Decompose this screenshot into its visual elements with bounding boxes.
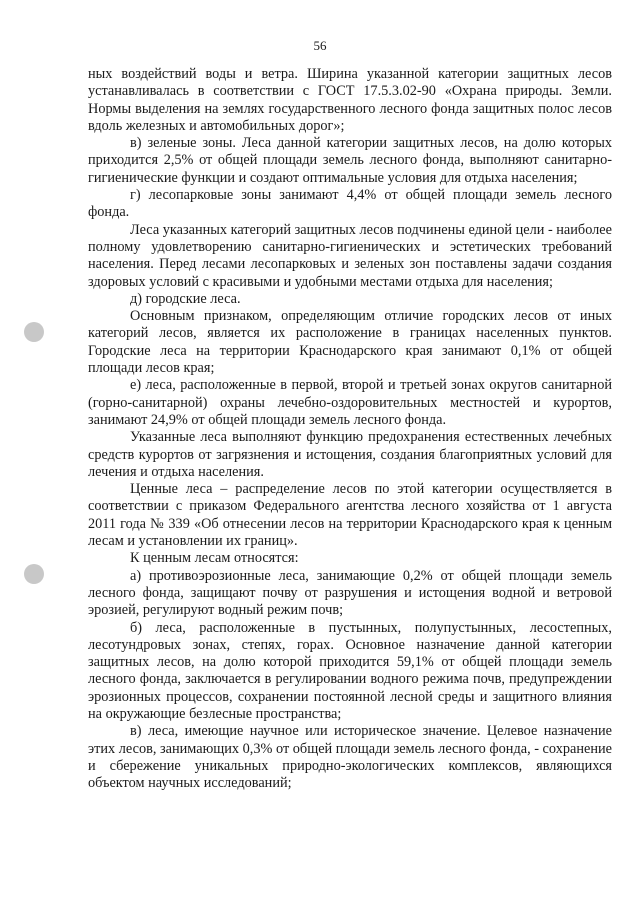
paragraph-green-zones: в) зеленые зоны. Леса данной категории защитных лесов, на долю которых приходится 2,5% от общей площади земель лесного фонда, выполняют санитарно-гигиенические функции и создают оптимальные условия для отдыха населения; (88, 135, 612, 186)
paragraph-continuation: ных воздействий воды и ветра. Ширина указанной категории защитных лесов устанавливалась в соответствии с ГОСТ 17.5.3.02-90 «Охрана природы. Земли. Нормы выделения на землях государственного лесного фонда защитных полос лесов вдоль железных и автомобильных дорог»; (88, 66, 612, 134)
paragraph-city-forests: Основным признаком, определяющим отличие городских лесов от иных категорий лесов, является их расположение в границах населенных пунктов. Городские леса на территории Краснодарского края занимают 0,1% от общей площади лесов края; (88, 308, 612, 377)
paragraph-resort-protection: Указанные леса выполняют функцию предохранения естественных лечебных средств курортов от загрязнения и истощения, создания благоприятных условий для лечения и отдыха населения. (88, 429, 612, 480)
paragraph-category-purpose: Леса указанных категорий защитных лесов подчинены единой цели - наиболее полному удовлетворению санитарно-гигиенических и эстетических требований населения. Перед лесами лесопарковых и зеленых зон поставлены задачи создания здоровых условий с красивыми и удобными местами отдыха для населения; (88, 221, 612, 290)
paragraph-forest-park-zones: г) лесопарковые зоны занимают 4,4% от общей площади земель лесного фонда. (88, 187, 612, 221)
punch-hole-mark (24, 564, 44, 584)
paragraph-scientific-historic: в) леса, имеющие научное или историческое значение. Целевое назначение этих лесов, занимающих 0,3% от общей площади земель лесного фонда, - сохранение и сбережение уникальных природно-экологических комплексов, являющихся объектом научных исследований; (88, 723, 612, 792)
paragraph-desert-steppe: б) леса, расположенные в пустынных, полупустынных, лесостепных, лесотундровых зонах, степях, горах. Основное назначение данной категории защитных лесов, на долю которой приходится 59,1% от общей площади земель лесного фонда, заключается в регулировании водного режима почв, предупреждении эрозионных процессов, сохранении постоянной лесной среды и защитного влияния на окружающие безлесные пространства; (88, 619, 612, 722)
paragraph-anti-erosion: а) противоэрозионные леса, занимающие 0,2% от общей площади земель лесного фонда, защищают почву от разрушения и истощения водной и ветровой эрозией, регулируют водный режим почв; (88, 567, 612, 619)
paragraph-city-forests-heading: д) городские леса. (130, 290, 241, 307)
document-body (88, 66, 612, 792)
punch-hole-mark (24, 322, 44, 342)
paragraph-valuable-forests: Ценные леса – распределение лесов по этой категории осуществляется в соответствии с приказом Федерального агентства лесного хозяйства от 1 августа 2011 года № 339 «Об отнесении лесов на территории Краснодарского края к ценным лесам и установлении их границ». (88, 481, 612, 550)
page-number: 56 (313, 38, 327, 53)
paragraph-valuable-list-intro: К ценным лесам относятся: (130, 550, 299, 567)
paragraph-sanitary-zones: е) леса, расположенные в первой, второй и третьей зонах округов санитарной (горно-санитарной) охраны лечебно-оздоровительных местностей и курортов, занимают 24,9% от общей площади земель лесного фонда. (88, 377, 612, 428)
